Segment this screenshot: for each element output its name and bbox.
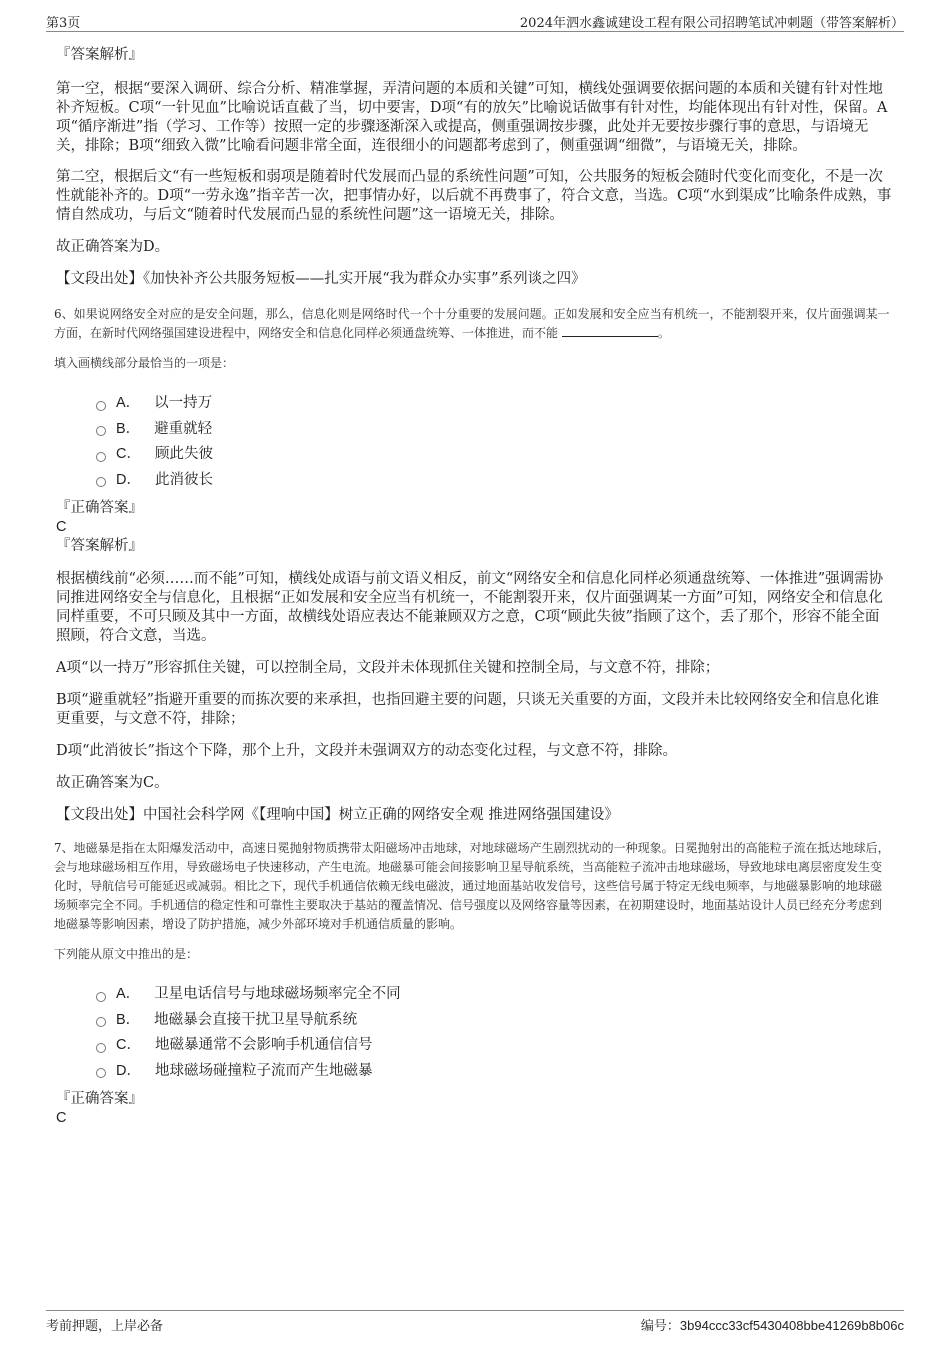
q6-stem — [54, 305, 892, 343]
option-letter: C． — [116, 446, 141, 462]
q6-correct-value: C — [56, 519, 67, 535]
q5-source: 【文段出处】《加快补齐公共服务短板——扎实开展“我为群众办实事”系列谈之四》 — [56, 271, 586, 287]
option-text: 地球磁场碰撞粒子流而产生地磁暴 — [154, 1062, 373, 1079]
q6-analysis-paragraph: B项“避重就轻”指避开重要的而拣次要的来承担，也指回避主要的问题，只谈无关重要的方面，文段并未比较网络安全和信息化谁更重要，与文意不符，排除； — [56, 692, 879, 727]
page-number: 第3页 — [46, 16, 81, 31]
option-text: 顾此失彼 — [154, 446, 213, 462]
option-text: 卫星电话信号与地球磁场频率完全不同 — [154, 986, 401, 1002]
q6-analysis-paragraph: 根据横线前“必须……而不能”可知，横线处成语与前文语义相反，前文“网络安全和信息化同样必须通盘统筹、一体推进”强调需协同推进网络安全与信息化，且根据“正如发展和安全应当有机统一，不能割裂开来，仅片面强调某一方面”可知，网络安全和信息化同样重要，不可只顾及其中一方面，故横线处语应表达不能兼顾双方之意，C项“顾此失彼”指顾了这个，丢了那个，形容不能全面照顾，符合文意，当选。 — [56, 571, 884, 644]
q6-stem-end: 。 — [657, 326, 670, 340]
q6-answer-statement: 故正确答案为C。 — [56, 775, 169, 791]
option-letter: A． — [116, 986, 141, 1002]
q6-stem-text: 6、如果说网络安全对应的是安全问题，那么，信息化则是网络时代一个十分重要的发展问题。正如发展和安全应当有机统一，不能割裂开来，仅片面强调某一方面，在新时代网络强国建设进程中，网络安全和信息化同样必须通盘统筹、一体推进，而不能 — [54, 307, 890, 340]
q7-correct-label: 『正确答案』 — [56, 1091, 143, 1107]
option-letter: D． — [116, 471, 141, 488]
q6-prompt: 填入画横线部分最恰当的一项是： — [54, 356, 235, 370]
footer-slogan: 考前押题，上岸必备 — [46, 1319, 164, 1334]
q6-correct-label: 『正确答案』 — [56, 500, 143, 516]
q6-analysis-label: 『答案解析』 — [56, 538, 143, 554]
q6-option-c[interactable] — [96, 442, 892, 468]
q6-analysis-paragraph: D项“此消彼长”指这个下降，那个上升，文段并未强调双方的动态变化过程，与文意不符，排除。 — [56, 743, 677, 759]
q7-options — [96, 982, 892, 1084]
q6-options — [96, 391, 892, 493]
q5-analysis-paragraph: 第一空，根据“要深入调研、综合分析、精准掌握，弄清问题的本质和关键”可知，横线处强调要依据问题的本质和关键有针对性地补齐短板。C项“一针见血”比喻说话直截了当，切中要害，D项“有的放矢”比喻说话做事有针对性，均能体现出有针对性，保留。A项“循序渐进”指（学习、工作等）按照一定的步骤逐渐深入或提高，侧重强调按步骤，此处并无要按步骤行事的意思，与语境无关，排除；B项“细致入微”比喻看问题非常全面，连很细小的问题都考虑到了，侧重强调“细微”，与语境无关，排除。 — [56, 81, 888, 154]
q6-answer-blank — [562, 325, 658, 337]
radio-icon[interactable] — [96, 401, 106, 411]
option-letter: A． — [116, 395, 141, 411]
radio-icon[interactable] — [96, 477, 106, 487]
page-footer — [46, 1310, 904, 1333]
option-letter: D． — [116, 1062, 141, 1079]
main-content — [56, 44, 892, 1128]
q5-answer-statement: 故正确答案为D。 — [56, 239, 170, 255]
q7-option-c[interactable] — [96, 1033, 892, 1059]
option-letter: C． — [116, 1037, 141, 1053]
q6-option-d[interactable] — [96, 468, 892, 494]
q7-correct-value: C — [56, 1110, 67, 1126]
document-id: 编号：3b94ccc33cf5430408bbe41269b8b06c — [640, 1318, 904, 1333]
q7-option-d[interactable] — [96, 1059, 892, 1085]
radio-icon[interactable] — [96, 426, 106, 436]
option-text: 地磁暴通常不会影响手机通信信号 — [154, 1037, 373, 1053]
option-text: 此消彼长 — [154, 471, 213, 488]
radio-icon[interactable] — [96, 452, 106, 462]
option-letter: B． — [116, 420, 141, 437]
q6-option-b[interactable] — [96, 417, 892, 443]
q5-analysis-label: 『答案解析』 — [56, 47, 143, 63]
q5-analysis-paragraph: 第二空，根据后文“有一些短板和弱项是随着时代发展而凸显的系统性问题”可知，公共服务的短板会随时代变化而变化，不是一次性就能补齐的。D项“一劳永逸”指辛苦一次，把事情办好，以后就不再费事了，符合文意，当选。C项“水到渠成”比喻条件成熟，事情自然成功，与后文“随着时代发展而凸显的系统性问题”这一语境无关，排除。 — [56, 169, 892, 223]
page-header — [46, 9, 904, 32]
q7-stem: 7、地磁暴是指在太阳爆发活动中，高速日冕抛射物质携带太阳磁场冲击地球，对地球磁场产生剧烈扰动的一种现象。日冕抛射出的高能粒子流在抵达地球后，会与地球磁场相互作用，导致磁场电子快速移动，产生电流。地磁暴可能会间接影响卫星导航系统，当高能粒子流冲击地球磁场，导致地球电离层密度发生变化时，导航信号可能延迟或减弱。相比之下，现代手机通信依赖无线电磁波，通过地面基站收发信号，这些信号属于特定无线电频率，与地磁暴影响的地球磁场频率完全不同。手机通信的稳定性和可靠性主要取决于基站的覆盖情况、信号强度以及网络容量等因素，在初期建设时，地面基站设计人员已经充分考虑到地磁暴等影响因素，增设了防护措施，减少外部环境对手机通信质量的影响。 — [54, 841, 890, 931]
q6-source: 【文段出处】中国社会科学网《【理响中国】树立正确的网络安全观 推进网络强国建设》 — [56, 807, 619, 823]
radio-icon[interactable] — [96, 1017, 106, 1027]
option-letter: B． — [116, 1011, 141, 1028]
document-title: 2024年泗水鑫诚建设工程有限公司招聘笔试冲刺题（带答案解析） — [519, 16, 904, 31]
q7-option-b[interactable] — [96, 1008, 892, 1034]
option-text: 以一持万 — [154, 395, 213, 411]
radio-icon[interactable] — [96, 992, 106, 1002]
radio-icon[interactable] — [96, 1068, 106, 1078]
q6-analysis-paragraph: A项“以一持万”形容抓住关键，可以控制全局，文段并未体现抓住关键和控制全局，与文意不符，排除； — [56, 660, 720, 676]
q7-option-a[interactable] — [96, 982, 892, 1008]
q6-option-a[interactable] — [96, 391, 892, 417]
option-text: 地磁暴会直接干扰卫星导航系统 — [154, 1011, 358, 1028]
option-text: 避重就轻 — [154, 420, 213, 437]
q7-prompt: 下列能从原文中推出的是： — [54, 947, 199, 961]
radio-icon[interactable] — [96, 1043, 106, 1053]
